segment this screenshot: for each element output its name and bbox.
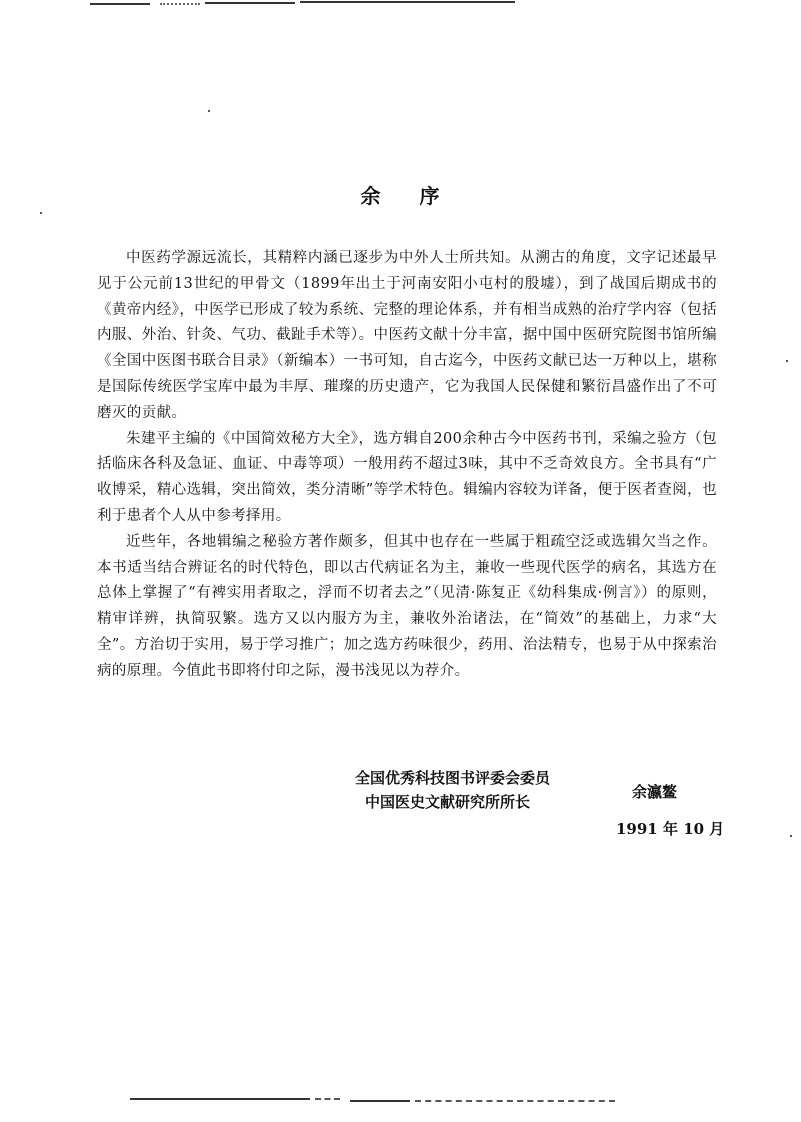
title-char: 余	[360, 184, 382, 208]
scan-speck	[40, 212, 42, 214]
title-char: 序	[419, 184, 441, 208]
scan-speck	[786, 360, 788, 362]
scan-artifact-line	[415, 1100, 615, 1102]
scan-speck	[208, 110, 210, 112]
paragraph: 朱建平主编的《中国简效秘方大全》，选方辑自200余种古今中医药书刊，采编之验方（包括临床各科及急证、血证、中毒等项）一般用药不超过3味，其中不乏奇效良方。全书具有“广收博采，精心选辑，突出简效，类分清晰”等学术特色。辑编内容较为详备，便于医者查阅，也利于患者个人从中参考择用。	[97, 430, 717, 524]
page-title	[0, 180, 801, 209]
signature-title-line: 中国医史文献研究所所长	[365, 793, 531, 811]
scan-artifact-line	[130, 1098, 310, 1100]
scan-artifact-line	[300, 1, 515, 3]
scan-artifact-line	[205, 2, 295, 4]
signature-title-line: 全国优秀科技图书评委会委员	[355, 769, 551, 787]
preface-body	[97, 246, 717, 685]
signature-name: 余瀛鳌	[632, 783, 678, 801]
paragraph: 近些年，各地辑编之秘验方著作颇多，但其中也存在一些属于粗疏空泛或选辑欠当之作。本书适当结合辨证名的时代特色，即以古代病证名为主，兼收一些现代医学的病名，其选方在总体上掌握了“有裨实用者取之，浮而不切者去之”（见清·陈复正《幼科集成·例言》）的原则，精审详辨，执简驭繁。选方又以内服方为主，兼收外治诸法，在“简效”的基础上，力求“大全”。方治切于实用，易于学习推广；加之选方药味很少，药用、治法精专，也易于从中探索治病的原理。今值此书即将付印之际，漫书浅见以为荐介。	[97, 533, 717, 679]
scan-artifact-line	[160, 3, 200, 5]
scan-artifact-line	[90, 3, 150, 5]
paragraph: 中医药学源远流长，其精粹内涵已逐步为中外人士所共知。从溯古的角度，文字记述最早见于公元前13世纪的甲骨文（1899年出土于河南安阳小屯村的殷墟），到了战国后期成书的《黄帝内经》，中医学已形成了较为系统、完整的理论体系，并有相当成熟的治疗学内容（包括内服、外治、针灸、气功、截趾手术等）。中医药文献十分丰富，据中国中医研究院图书馆所编《全国中医图书联合目录》（新编本）一书可知，自古迄今，中医药文献已达一万种以上，堪称是国际传统医学宝库中最为丰厚、璀璨的历史遗产，它为我国人民保健和繁衍昌盛作出了不可磨灭的贡献。	[97, 250, 717, 421]
scan-speck	[790, 835, 792, 837]
signature-date: 1991 年 10 月	[616, 820, 725, 838]
signature-titles	[355, 766, 550, 814]
scan-artifact-line	[350, 1100, 410, 1102]
scan-artifact-line	[315, 1098, 340, 1100]
